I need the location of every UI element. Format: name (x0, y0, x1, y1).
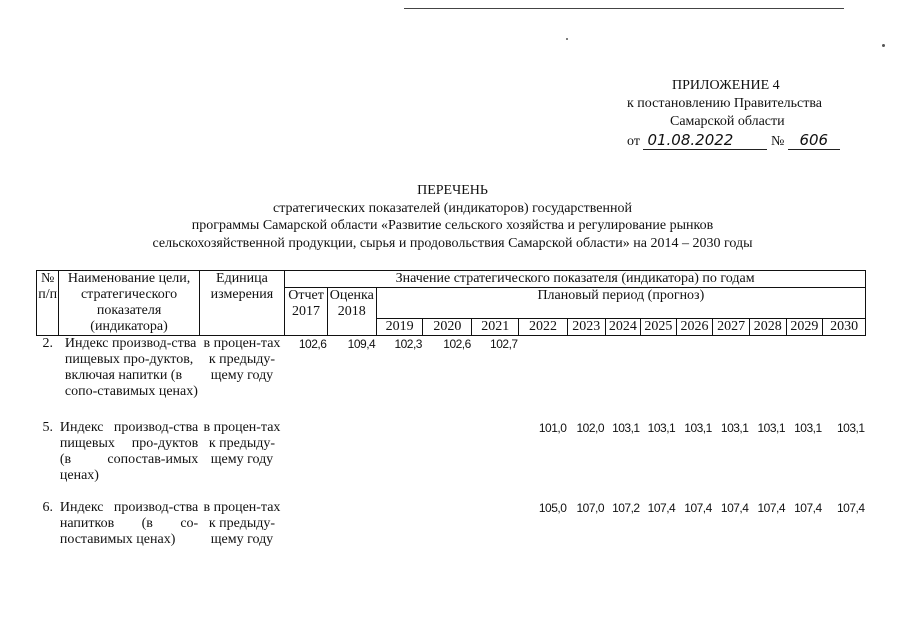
table-row (37, 420, 866, 500)
value-cell: 102,0 (576, 420, 605, 435)
value-cell: 107,0 (576, 500, 605, 515)
value-cell (786, 336, 823, 420)
heading-line-2: программы Самарской области «Развитие сельского хозяйства и регулирование рынков (191, 218, 714, 233)
year-header: 2029 (786, 319, 823, 336)
value-cell (823, 336, 866, 420)
value-cell (676, 336, 713, 420)
year-header: 2022 (519, 319, 568, 336)
value-cell: 102,3 (394, 337, 422, 351)
value-cell: 109,4 (347, 337, 376, 351)
appendix-title: ПРИЛОЖЕНИЕ 4 (672, 78, 780, 93)
value-cell: 103,1 (720, 420, 749, 435)
value-cell: 105,0 (538, 500, 567, 515)
scan-speck (882, 44, 885, 47)
value-cell: 107,4 (720, 500, 749, 515)
value-cell: 107,2 (612, 500, 640, 515)
indicator-name: Индекс производ-ства напитков (в со-поставимых ценах) (59, 499, 199, 547)
number-label: № (770, 134, 785, 149)
value-cell: 103,1 (647, 420, 676, 435)
report-year: 2017 (292, 304, 321, 319)
row-number: 6. (42, 499, 53, 515)
col-values-header: Значение стратегического показателя (индикатора) по годам (285, 271, 866, 288)
value-cell (423, 420, 472, 500)
value-cell: 107,4 (684, 500, 712, 515)
year-header: 2025 (641, 319, 677, 336)
value-cell (641, 336, 677, 420)
value-cell: 107,4 (757, 500, 786, 515)
row-number: 5. (42, 419, 53, 435)
value-cell: 103,1 (684, 420, 712, 435)
value-cell (327, 420, 376, 500)
year-header: 2023 (567, 319, 605, 336)
indicator-name: Индекс производ-ства пищевых про-дуктов, включая напитки (в сопо-ставимых ценах) (64, 336, 198, 399)
from-label: от (627, 134, 640, 149)
value-cell (376, 420, 423, 500)
year-header: 2024 (605, 319, 641, 336)
value-cell: 102,7 (490, 337, 518, 351)
value-cell (376, 500, 423, 570)
col-number-header: № п/п (37, 271, 59, 336)
year-header: 2020 (423, 319, 472, 336)
value-cell (567, 336, 605, 420)
table-row (37, 500, 866, 570)
document-title: ПЕРЕЧЕНЬ (417, 183, 488, 198)
value-cell: 101,0 (538, 420, 567, 435)
value-cell: 102,6 (298, 337, 327, 351)
handwritten-number: 606 (788, 131, 840, 150)
year-header: 2028 (749, 319, 786, 336)
value-cell: 102,6 (443, 337, 471, 351)
appendix-date-line (627, 131, 840, 150)
year-header: 2021 (472, 319, 519, 336)
indicators-table (36, 270, 866, 570)
year-header: 2027 (713, 319, 750, 336)
report-label: Отчет (288, 288, 324, 303)
row-number: 2. (42, 336, 53, 351)
value-cell (713, 336, 750, 420)
report-header (285, 288, 328, 336)
year-header: 2026 (676, 319, 713, 336)
value-cell (519, 336, 568, 420)
appendix-line-1: к постановлению Правительства (627, 96, 823, 111)
value-cell: 103,1 (794, 420, 822, 435)
unit-cell: в процен-тах к предыду-щему году (203, 499, 281, 547)
unit-cell: в процен-тах к предыду-щему году (203, 419, 281, 467)
estimate-year: 2018 (337, 304, 366, 319)
col-name-header: Наименование цели, стратегического показателя (индикатора) (59, 271, 199, 336)
handwritten-date: 01.08.2022 (643, 131, 767, 150)
col-unit-header: Единица измерения (199, 271, 284, 336)
indicator-name: Индекс производ-ства пищевых про-дуктов (в сопостав-имых ценах) (59, 419, 199, 483)
value-cell: 103,1 (836, 420, 865, 435)
year-header: 2019 (376, 319, 423, 336)
table-row (37, 336, 866, 420)
value-cell (285, 420, 328, 500)
appendix-line-2: Самарской области (670, 114, 785, 129)
value-cell: 103,1 (612, 420, 640, 435)
value-cell: 107,4 (647, 500, 676, 515)
heading-line-1: стратегических показателей (индикаторов) государственной (273, 201, 632, 216)
estimate-header (327, 288, 376, 336)
value-cell (472, 500, 519, 570)
unit-cell: в процен-тах к предыду-щему году (203, 336, 281, 383)
value-cell (749, 336, 786, 420)
value-cell (605, 336, 641, 420)
scan-top-line (404, 8, 844, 9)
plan-period-header: Плановый период (прогноз) (376, 288, 865, 319)
value-cell (423, 500, 472, 570)
value-cell (472, 420, 519, 500)
estimate-label: Оценка (329, 288, 374, 303)
value-cell: 107,4 (836, 500, 865, 515)
value-cell (285, 500, 328, 570)
scan-speck (566, 38, 568, 40)
value-cell: 107,4 (794, 500, 822, 515)
value-cell (327, 500, 376, 570)
value-cell: 103,1 (757, 420, 786, 435)
heading-line-3: сельскохозяйственной продукции, сырья и продовольствия Самарской области» на 2014 – 2030 годы (152, 236, 753, 251)
year-header: 2030 (823, 319, 866, 336)
